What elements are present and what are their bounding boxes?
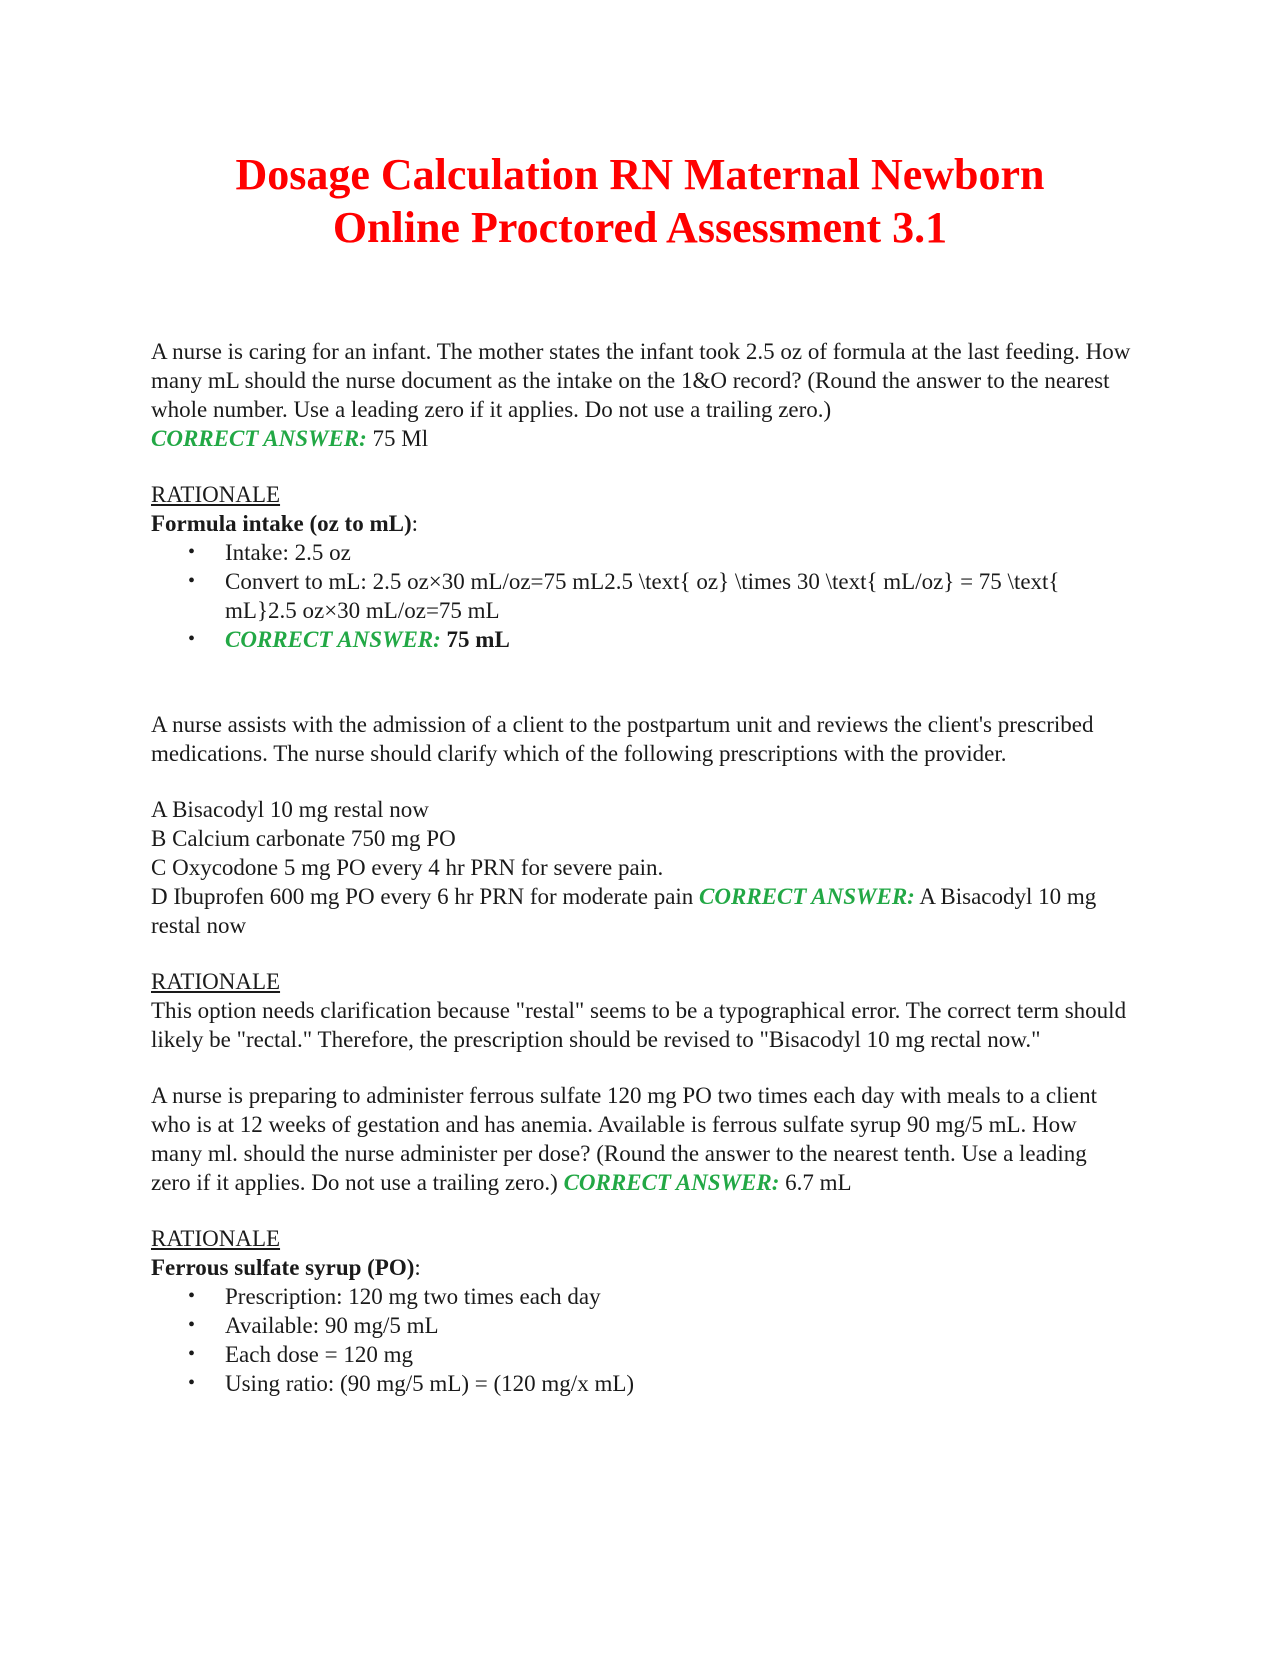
rationale-heading: RATIONALE bbox=[151, 969, 281, 994]
rationale-1-answer: 75 mL bbox=[440, 627, 510, 652]
rationale-heading: RATIONALE bbox=[151, 482, 281, 507]
rationale-3-title: Ferrous sulfate syrup (PO): bbox=[151, 1255, 421, 1280]
title-line-1: Dosage Calculation RN Maternal Newborn bbox=[235, 150, 1045, 199]
rationale-2 bbox=[151, 967, 1131, 1054]
correct-answer-label: CORRECT ANSWER: bbox=[225, 627, 441, 652]
question-1 bbox=[151, 337, 1131, 453]
question-1-answer: 75 Ml bbox=[366, 426, 429, 451]
correct-answer-label: CORRECT ANSWER: bbox=[151, 426, 367, 451]
rationale-2-text: This option needs clarification because "restal" seems to be a typographical error. The correct term should likely be "rectal." Therefore, the prescription should be revised to "Bisacodyl 10 mg rectal now." bbox=[151, 998, 1127, 1052]
list-item bbox=[151, 625, 1131, 654]
question-3-answer: 6.7 mL bbox=[779, 1170, 852, 1195]
rationale-1 bbox=[151, 480, 1131, 654]
rationale-3-list bbox=[151, 1282, 1131, 1398]
question-2-answer: A Bisacodyl 10 mg restal now bbox=[151, 884, 1097, 938]
document-body bbox=[151, 337, 1131, 1398]
correct-answer-label: CORRECT ANSWER: bbox=[699, 884, 915, 909]
rationale-3 bbox=[151, 1224, 1131, 1398]
option-b: B Calcium carbonate 750 mg PO bbox=[151, 826, 456, 851]
rationale-heading: RATIONALE bbox=[151, 1226, 281, 1251]
question-2-text: A nurse assists with the admission of a client to the postpartum unit and reviews the client's prescribed medications. The nurse should clarify which of the following prescriptions with the provider. bbox=[151, 712, 1094, 766]
question-1-text: A nurse is caring for an infant. The mother states the infant took 2.5 oz of formula at the last feeding. How many mL should the nurse document as the intake on the 1&O record? (Round the answer to the nearest whole number. Use a leading zero if it applies. Do not use a trailing zero.) CORRECT ANSWER: 75 Ml bbox=[151, 339, 1131, 451]
list-item: • Using ratio: (90 mg/5 mL) = (120 mg/x mL) bbox=[151, 1369, 1131, 1398]
option-d: D Ibuprofen 600 mg PO every 6 hr PRN for moderate pain CORRECT ANSWER: A Bisacodyl 10 mg restal now bbox=[151, 884, 1097, 938]
question-2 bbox=[151, 710, 1131, 940]
option-a: A Bisacodyl 10 mg restal now bbox=[151, 797, 429, 822]
correct-answer-label: CORRECT ANSWER: bbox=[563, 1170, 780, 1195]
list-item: • Intake: 2.5 oz bbox=[151, 538, 1131, 567]
list-item: • Each dose = 120 mg bbox=[151, 1340, 1131, 1369]
list-item: • Convert to mL: 2.5 oz×30 mL/oz=75 mL2.5 \text{ oz} \times 30 \text{ mL/oz} = 75 \text{ mL}2.5 oz×30 mL/oz=75 mL bbox=[151, 567, 1131, 625]
list-item: • Available: 90 mg/5 mL bbox=[151, 1311, 1131, 1340]
title-line-2: Online Proctored Assessment 3.1 bbox=[332, 203, 948, 252]
rationale-1-list bbox=[151, 538, 1131, 654]
question-3-text: A nurse is preparing to administer ferrous sulfate 120 mg PO two times each day with meals to a client who is at 12 weeks of gestation and has anemia. Available is ferrous sulfate syrup 90 mg/5 mL. How many ml. should the nurse administer per dose? (Round the answer to the nearest tenth. Use a leading zero if it applies. Do not use a trailing zero.) CORRECT ANSWER: 6.7 mL bbox=[151, 1083, 1097, 1195]
document-title bbox=[150, 148, 1130, 254]
rationale-1-title: Formula intake (oz to mL): bbox=[151, 511, 419, 536]
list-item: • Prescription: 120 mg two times each day bbox=[151, 1282, 1131, 1311]
option-c: C Oxycodone 5 mg PO every 4 hr PRN for severe pain. bbox=[151, 855, 664, 880]
question-3 bbox=[151, 1081, 1131, 1197]
